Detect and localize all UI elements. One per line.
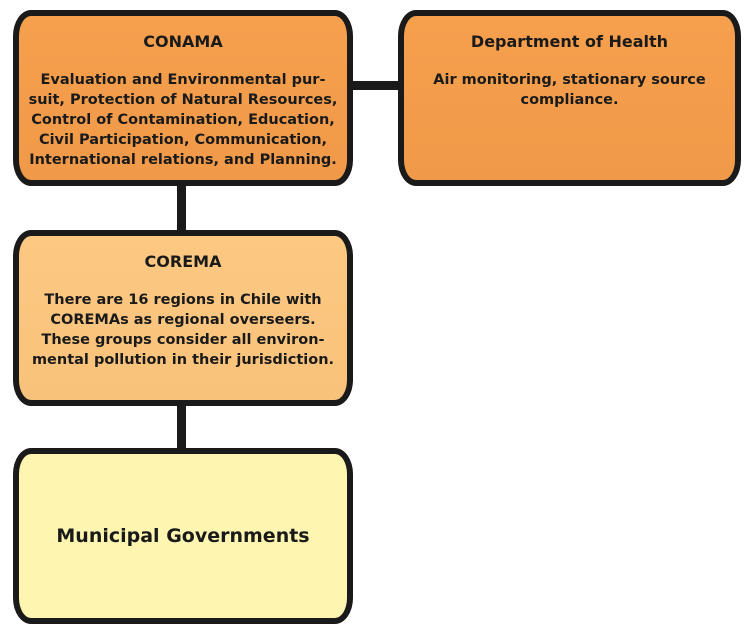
conama-line: suit, Protection of Natural Resources, [28, 92, 338, 108]
connector-corema-municipal [177, 403, 186, 451]
conama-box [13, 10, 353, 186]
health-line: Air monitoring, stationary source [433, 72, 706, 88]
conama-line: Evaluation and Environmental pur- [40, 72, 326, 88]
corema-title: COREMA [144, 252, 222, 271]
connector-conama-corema [177, 183, 186, 233]
corema-description [19, 290, 347, 370]
corema-line: These groups consider all environ- [41, 332, 325, 348]
conama-description [19, 70, 347, 170]
corema-line: There are 16 regions in Chile with [44, 292, 322, 308]
health-line: compliance. [520, 92, 619, 108]
corema-line: COREMAs as regional overseers. [50, 312, 316, 328]
health-title: Department of Health [470, 32, 669, 51]
conama-line: Civil Participation, Communication, [38, 132, 328, 148]
municipal-governments-box [13, 448, 353, 624]
connector-conama-health [350, 81, 402, 90]
conama-line: Control of Contamination, Education, [31, 112, 335, 128]
health-description [404, 70, 735, 110]
conama-title: CONAMA [143, 32, 223, 51]
corema-box [13, 230, 353, 406]
department-of-health-box [398, 10, 741, 186]
conama-line: International relations, and Planning. [29, 152, 337, 168]
municipal-title: Municipal Governments [56, 525, 310, 547]
corema-line: mental pollution in their jurisdiction. [31, 352, 335, 368]
